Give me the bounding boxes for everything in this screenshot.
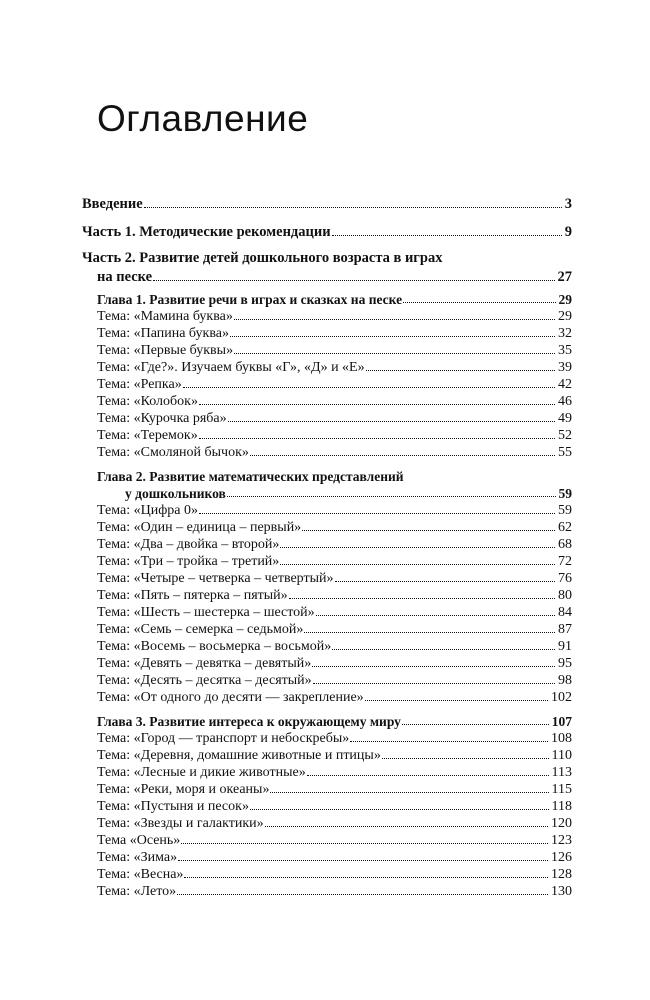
- toc-topic-label: Тема «Осень»: [97, 833, 181, 848]
- toc-page-number: 108: [551, 731, 572, 746]
- toc-entry-label: Введение: [82, 196, 143, 212]
- toc-page-number: 72: [558, 554, 572, 569]
- toc-page-number: 49: [558, 411, 572, 426]
- toc-topic[interactable]: [97, 766, 572, 780]
- toc-entry-label: у дошкольников: [125, 486, 226, 501]
- toc-page-number: 107: [551, 714, 572, 729]
- toc-topic-label: Тема: «От одного до десяти — закрепление»: [97, 690, 364, 705]
- toc-page-number: 29: [558, 292, 572, 307]
- toc-topic-label: Тема: «Репка»: [97, 377, 182, 392]
- toc-page-number: 84: [558, 605, 572, 620]
- toc-page-number: 59: [558, 503, 572, 518]
- toc-topic[interactable]: [97, 572, 572, 586]
- toc-topic-label: Тема: «Цифра 0»: [97, 503, 198, 518]
- toc-topic[interactable]: [97, 589, 572, 603]
- toc-topic-label: Тема: «Шесть – шестерка – шестой»: [97, 605, 315, 620]
- toc-entry-chapter3[interactable]: [97, 715, 572, 729]
- toc-topic[interactable]: [97, 691, 572, 705]
- toc-topic-label: Тема: «Один – единица – первый»: [97, 520, 302, 535]
- toc-topic-label: Тема: «Девять – девятка – девятый»: [97, 656, 312, 671]
- toc-topic[interactable]: [97, 361, 572, 375]
- toc-topic[interactable]: [97, 327, 572, 341]
- toc-topic[interactable]: [97, 606, 572, 620]
- toc-page-number: 118: [551, 799, 572, 814]
- toc-entry-chapter2-line1[interactable]: Глава 2. Развитие математических представлений: [97, 469, 404, 484]
- toc-page-number: 42: [558, 377, 572, 392]
- toc-topic[interactable]: [97, 378, 572, 392]
- toc-topic-label: Тема: «Колобок»: [97, 394, 198, 409]
- toc-topic-label: Тема: «Город — транспорт и небоскребы»: [97, 731, 350, 746]
- toc-topic[interactable]: [97, 344, 572, 358]
- toc-page-number: 55: [558, 445, 572, 460]
- toc-page-number: 46: [558, 394, 572, 409]
- toc-page-number: 80: [558, 588, 572, 603]
- toc-topic[interactable]: [97, 555, 572, 569]
- toc-topic[interactable]: [97, 732, 572, 746]
- toc-page-number: 39: [558, 360, 572, 375]
- toc-topic-label: Тема: «Папина буква»: [97, 326, 229, 341]
- toc-topic-label: Тема: «Звезды и галактики»: [97, 816, 264, 831]
- toc-topic-label: Тема: «Где?». Изучаем буквы «Г», «Д» и «Е»: [97, 360, 365, 375]
- toc-page-number: 29: [558, 309, 572, 324]
- toc-page-number: 35: [558, 343, 572, 358]
- toc-topic-label: Тема: «Лесные и дикие животные»: [97, 765, 306, 780]
- toc-page-number: 130: [551, 884, 572, 899]
- toc-page-number: 120: [551, 816, 572, 831]
- toc-page-number: 27: [557, 269, 572, 285]
- toc-topic-label: Тема: «Теремок»: [97, 428, 198, 443]
- toc-topic-label: Тема: «Восемь – восьмерка – восьмой»: [97, 639, 332, 654]
- toc-topic-label: Тема: «Пустыня и песок»: [97, 799, 249, 814]
- toc-page-number: 110: [551, 748, 572, 763]
- toc-page-number: 126: [551, 850, 572, 865]
- toc-page-number: 128: [551, 867, 572, 882]
- toc-topic-label: Тема: «Два – двойка – второй»: [97, 537, 280, 552]
- toc-topic-label: Тема: «Смоляной бычок»: [97, 445, 249, 460]
- toc-topic-label: Тема: «Пять – пятерка – пятый»: [97, 588, 288, 603]
- toc-entry-chapter1[interactable]: [97, 293, 572, 307]
- toc-page-number: 9: [564, 224, 572, 240]
- toc-topic[interactable]: [97, 310, 572, 324]
- toc-page-number: 115: [551, 782, 572, 797]
- toc-page-number: 52: [558, 428, 572, 443]
- toc-page-number: 113: [551, 765, 572, 780]
- toc-page-number: 95: [558, 656, 572, 671]
- toc-topic[interactable]: [97, 868, 572, 882]
- toc-topic[interactable]: [97, 800, 572, 814]
- toc-topic-label: Тема: «Лето»: [97, 884, 177, 899]
- toc-entry-label: Глава 3. Развитие интереса к окружающему миру: [97, 714, 401, 729]
- toc-page-number: 32: [558, 326, 572, 341]
- toc-topic[interactable]: [97, 640, 572, 654]
- toc-topic[interactable]: [97, 885, 572, 899]
- toc-topic-label: Тема: «Десять – десятка – десятый»: [97, 673, 312, 688]
- toc-topic-label: Тема: «Четыре – четверка – четвертый»: [97, 571, 334, 586]
- toc-topic-label: Тема: «Три – тройка – третий»: [97, 554, 280, 569]
- toc-entry-part2[interactable]: [97, 270, 572, 285]
- toc-topic[interactable]: [97, 834, 572, 848]
- toc-topic[interactable]: [97, 446, 572, 460]
- toc-entry-label: на песке: [97, 269, 153, 285]
- toc-page-number: 68: [558, 537, 572, 552]
- toc-topic[interactable]: [97, 504, 572, 518]
- toc-topic-label: Тема: «Первые буквы»: [97, 343, 234, 358]
- toc-topic-label: Тема: «Реки, моря и океаны»: [97, 782, 270, 797]
- toc-topic[interactable]: [97, 538, 572, 552]
- toc-page-number: 59: [558, 486, 572, 501]
- toc-topic-label: Тема: «Деревня, домашние животные и птицы»: [97, 748, 381, 763]
- toc-topic-label: Тема: «Мамина буква»: [97, 309, 233, 324]
- toc-topic-label: Тема: «Весна»: [97, 867, 184, 882]
- toc-page-number: 76: [558, 571, 572, 586]
- toc-topic-label: Тема: «Курочка ряба»: [97, 411, 227, 426]
- toc-page-number: 91: [558, 639, 572, 654]
- toc-topic[interactable]: [97, 851, 572, 865]
- toc-topic[interactable]: [97, 749, 572, 763]
- toc-entry-label: Глава 1. Развитие речи в играх и сказках на песке: [97, 292, 403, 307]
- toc-page-number: 62: [558, 520, 572, 535]
- toc-entry-intro[interactable]: [82, 197, 572, 212]
- toc-entry-chapter2[interactable]: [125, 487, 572, 501]
- toc-topic[interactable]: [97, 521, 572, 535]
- toc-topic[interactable]: [97, 817, 572, 831]
- toc-topic[interactable]: [97, 783, 572, 797]
- toc-entry-part1[interactable]: [82, 225, 572, 240]
- toc-entry-part2-line1[interactable]: Часть 2. Развитие детей дошкольного возраста в играх: [82, 250, 443, 266]
- toc-topic[interactable]: [97, 623, 572, 637]
- toc-topic[interactable]: [97, 657, 572, 671]
- toc-topic[interactable]: [97, 674, 572, 688]
- toc-page-number: 98: [558, 673, 572, 688]
- toc-topic[interactable]: [97, 395, 572, 409]
- toc-topic-label: Тема: «Зима»: [97, 850, 178, 865]
- toc-topic[interactable]: [97, 429, 572, 443]
- toc-page-number: 123: [551, 833, 572, 848]
- page-title: Оглавление: [97, 98, 309, 139]
- toc-page-number: 87: [558, 622, 572, 637]
- toc-topic-label: Тема: «Семь – семерка – седьмой»: [97, 622, 304, 637]
- toc-page-number: 3: [564, 196, 572, 212]
- toc-topic[interactable]: [97, 412, 572, 426]
- toc-page-number: 102: [551, 690, 572, 705]
- toc-entry-label: Часть 1. Методические рекомендации: [82, 224, 331, 240]
